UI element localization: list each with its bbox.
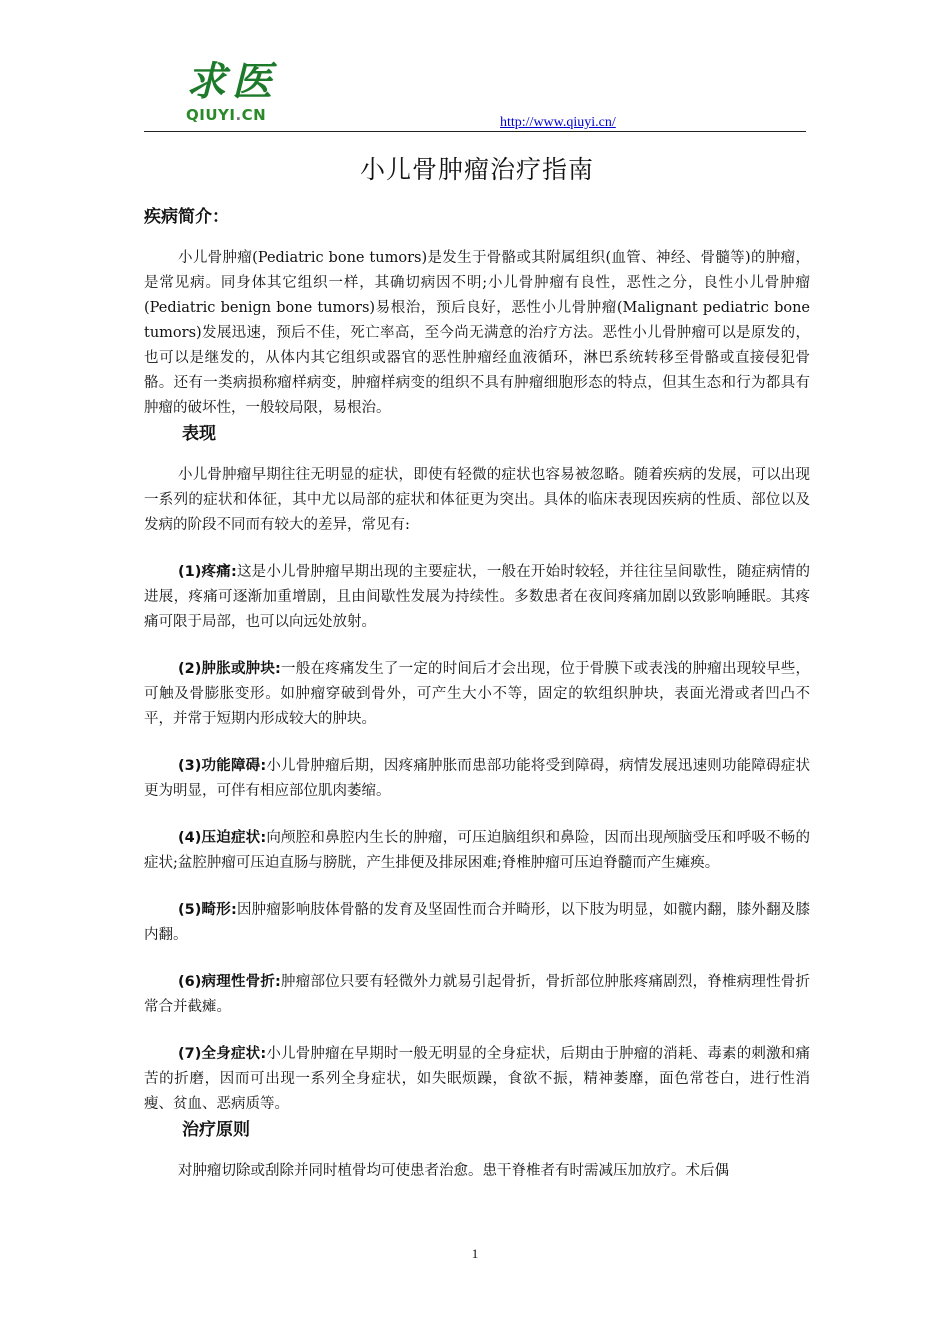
document-body	[144, 150, 810, 1184]
treatment-heading: 治疗原则	[182, 1120, 250, 1140]
symptom-item-deformity: (5)畸形:因肿瘤影响肢体骨骼的发育及坚固性而合并畸形，以下肢为明显，如髋内翻，膝外翻及膝内翻。	[144, 902, 810, 943]
symptoms-intro-paragraph: 小儿骨肿瘤早期往往无明显的症状，即使有轻微的症状也容易被忽略。随着疾病的发展，可以出现一系列的症状和体征，其中尤以局部的症状和体征更为突出。具体的临床表现因疾病的性质、部位以及发病的阶段不同而有较大的差异，常见有:	[144, 467, 810, 533]
logo-english-text: QIUYI.CN	[186, 106, 267, 124]
symptom-item-dysfunction: (3)功能障碍:小儿骨肿瘤后期，因疼痛肿胀而患部功能将受到障碍，病情发展迅速则功能障碍症状更为明显，可伴有相应部位肌肉萎缩。	[144, 758, 810, 799]
header-divider	[144, 131, 806, 132]
page-number: 1	[471, 1246, 479, 1261]
qiuyi-logo	[186, 60, 296, 130]
intro-heading: 疾病简介：	[144, 207, 229, 227]
symptom-item-pain: (1)疼痛:这是小儿骨肿瘤早期出现的主要症状，一般在开始时较轻，并往往呈间歇性，随症病情的进展，疼痛可逐渐加重增剧，且由间歇性发展为持续性。多数患者在夜间疼痛加剧以致影响睡眠。其疼痛可限于局部，也可以向远处放射。	[144, 564, 810, 630]
symptom-item-systemic: (7)全身症状:小儿骨肿瘤在早期时一般无明显的全身症状，后期由于肿瘤的消耗、毒素的刺激和痛苦的折磨，因而可出现一系列全身症状，如失眠烦躁，食欲不振，精神萎靡，面色常苍白，进行性消瘦、贫血、恶病质等。	[144, 1046, 810, 1112]
intro-paragraph: 小儿骨肿瘤(Pediatric bone tumors)是发生于骨骼或其附属组织(血管、神经、骨髓等)的肿瘤，是常见病。同身体其它组织一样，其确切病因不明;小儿骨肿瘤有良性，恶性之分，良性小儿骨肿瘤(Pediatric benign bone tumors)易根治，预后良好，恶性小儿骨肿瘤(Malignant pediatric bone tumors)发展迅速，预后不佳，死亡率高，至今尚无满意的治疗方法。恶性小儿骨肿瘤可以是原发的，也可以是继发的，从体内其它组织或器官的恶性肿瘤经血液循环，淋巴系统转移至骨骼或直接侵犯骨骼。还有一类病损称瘤样病变，肿瘤样病变的组织不具有肿瘤细胞形态的特点，但其生态和行为都具有肿瘤的破坏性，一般较局限，易根治。	[144, 250, 810, 416]
site-url-link[interactable]: http://www.qiuyi.cn/	[500, 115, 616, 130]
symptom-item-swelling: (2)肿胀或肿块:一般在疼痛发生了一定的时间后才会出现，位于骨膜下或表浅的肿瘤出现较早些，可触及骨膨胀变形。如肿瘤穿破到骨外，可产生大小不等，固定的软组织肿块，表面光滑或者凹凸不平，并常于短期内形成较大的肿块。	[144, 661, 810, 727]
symptoms-heading: 表现	[182, 424, 216, 444]
treatment-paragraph: 对肿瘤切除或刮除并同时植骨均可使患者治愈。患干脊椎者有时需减压加放疗。术后偶	[178, 1163, 729, 1179]
logo-chinese-text: 求医	[186, 58, 278, 105]
symptom-item-fracture: (6)病理性骨折:肿瘤部位只要有轻微外力就易引起骨折，骨折部位肿胀疼痛剧烈，脊椎病理性骨折常合并截瘫。	[144, 974, 810, 1015]
page-title: 小儿骨肿瘤治疗指南	[359, 155, 594, 184]
symptom-item-compression: (4)压迫症状:向颅腔和鼻腔内生长的肿瘤，可压迫脑组织和鼻险，因而出现颅脑受压和呼吸不畅的症状;盆腔肿瘤可压迫直肠与膀胱，产生排便及排尿困难;脊椎肿瘤可压迫脊髓而产生瘫痪。	[144, 830, 810, 871]
